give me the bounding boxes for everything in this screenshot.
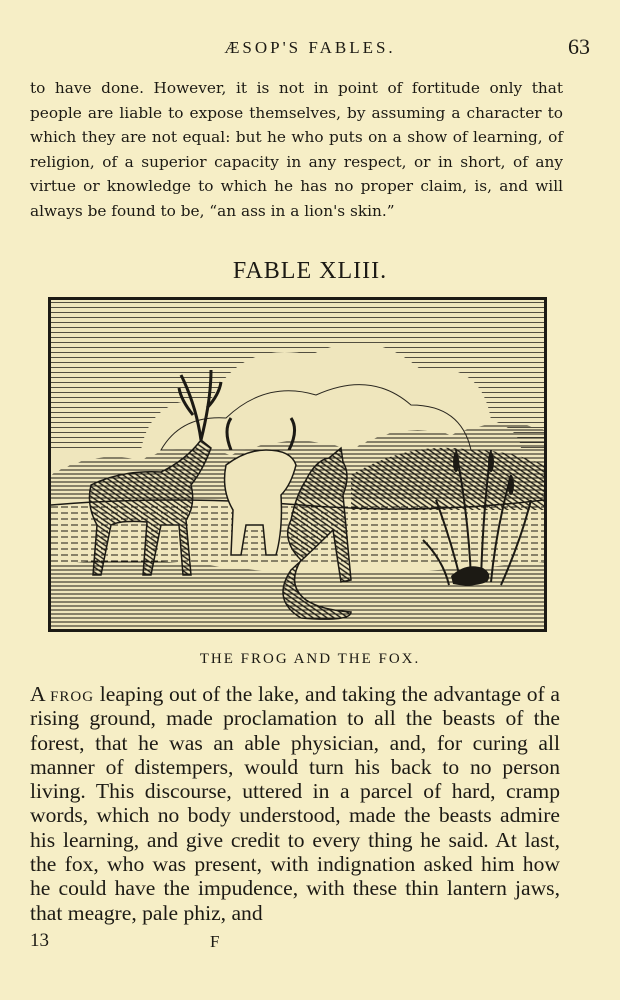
- page-number: 63: [568, 34, 590, 59]
- woodcut-drawing: [51, 300, 544, 629]
- fable-heading: FABLE XLIII.: [232, 258, 388, 284]
- page-footer: [30, 930, 570, 954]
- lead-capital: A: [30, 682, 45, 706]
- illustration-caption: THE FROG AND THE FOX.: [199, 651, 421, 667]
- running-head: [30, 34, 590, 62]
- running-title: ÆSOP'S FABLES.: [224, 38, 396, 57]
- gathering-mark: F: [210, 932, 220, 951]
- signature-number: 13: [30, 930, 49, 951]
- intro-paragraph: to have done. However, it is not in point of fortitude only that people are liable to expose themselves, by assuming a character to which they are not equal: but he who puts on a show of learning, of religion, of a superior capacity in any respect, or in short, of any virtue or knowledge to which he has no proper claim, is, and will always be found to be, “an ass in a lion's skin.”: [30, 79, 563, 220]
- fable-paragraph: [30, 682, 560, 925]
- fable-body: leaping out of the lake, and taking the advantage of a rising ground, made proclamation to all the beasts of the forest, that he was an able physician, and, for curing all manner of distempers, would turn his back to no person living. This discourse, uttered in a parcel of hard, cramp words, which no body understood, made the beasts admire his learning, and give credit to every thing he said. At last, the fox, who was present, with indignation asked him how he could have the impudence, with these thin lantern jaws, that meagre, pale phiz, and: [30, 682, 560, 925]
- woodcut-illustration: [48, 297, 547, 632]
- lead-smallcaps: frog: [50, 682, 95, 706]
